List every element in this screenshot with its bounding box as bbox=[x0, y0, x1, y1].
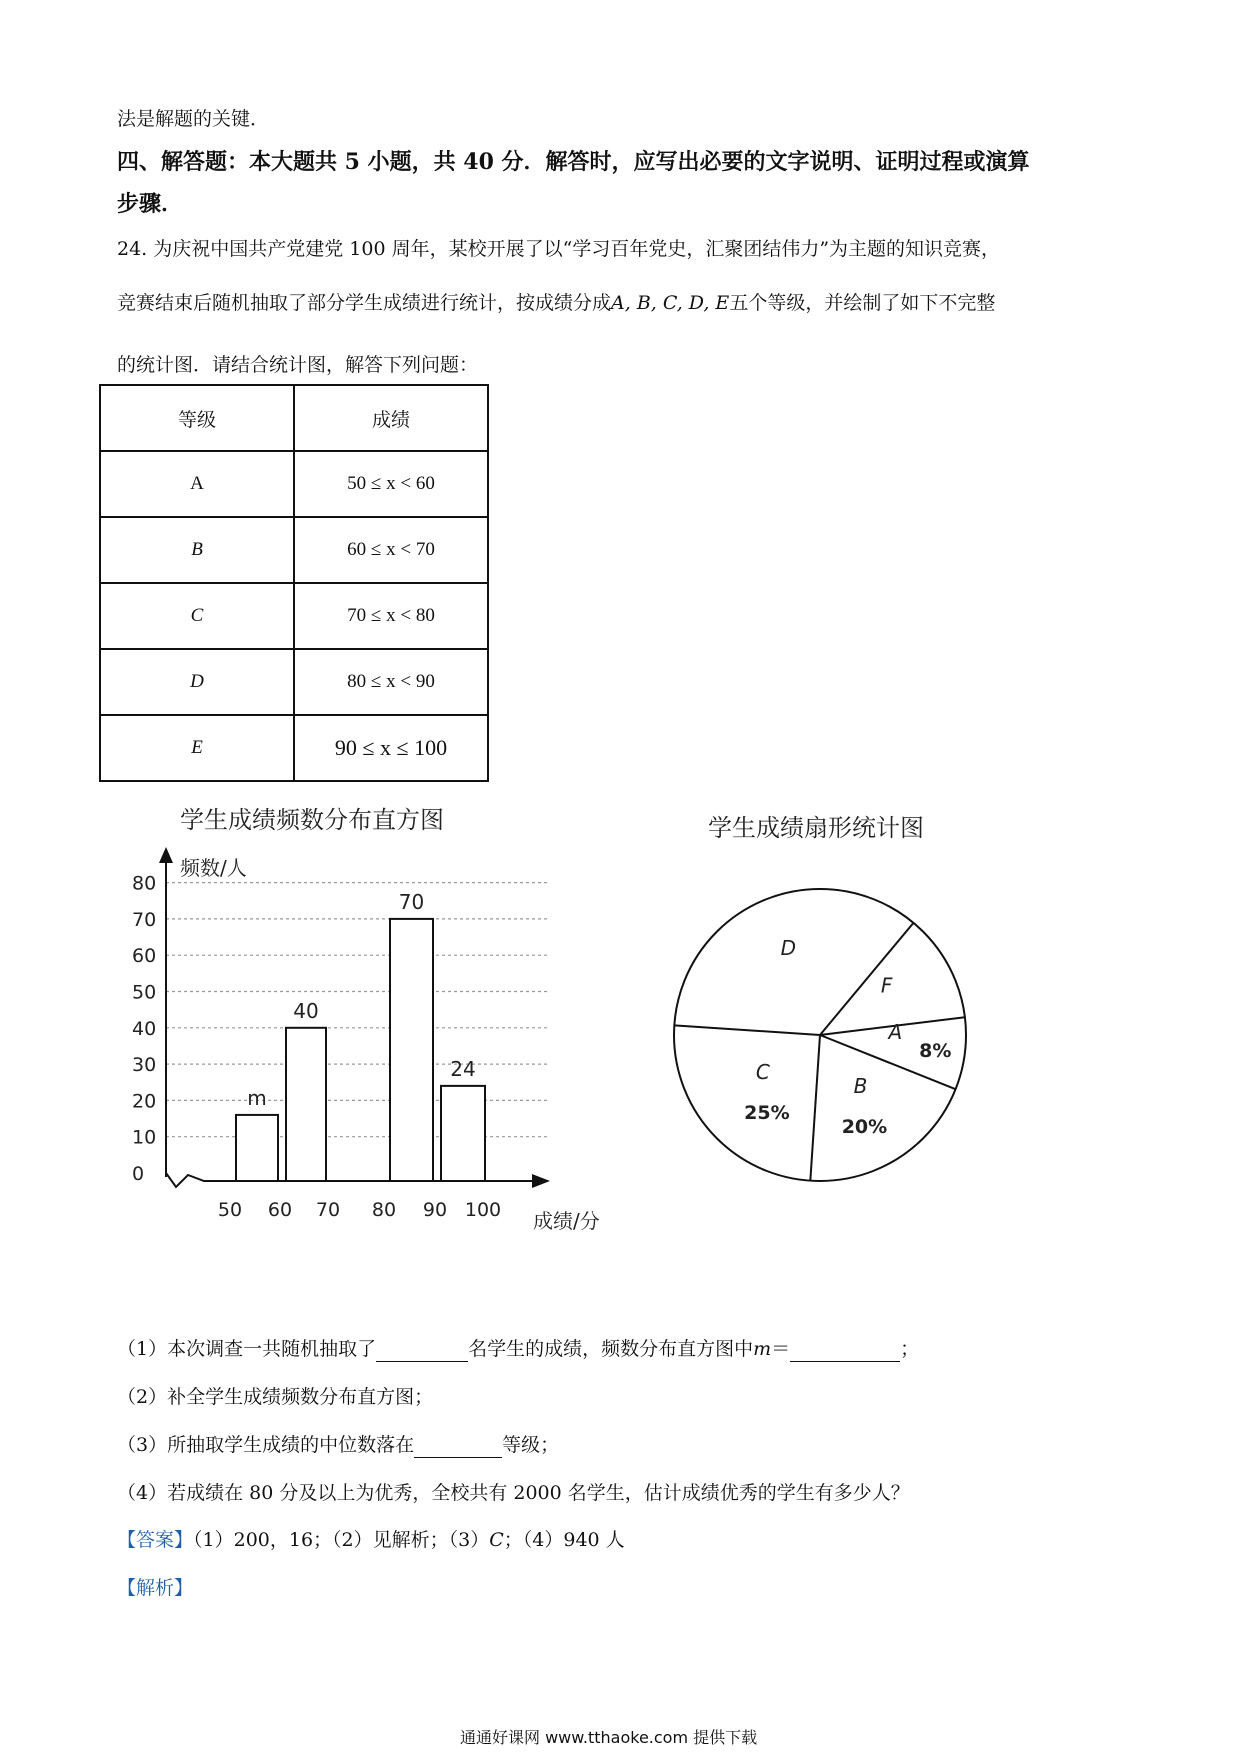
grade-table bbox=[99, 384, 489, 782]
y-tick-label: 70 bbox=[132, 908, 157, 931]
range-cell: 90 ≤ x ≤ 100 bbox=[294, 715, 488, 781]
answer-tag: 【答案】 bbox=[117, 1529, 194, 1551]
bar-value-label: 70 bbox=[398, 889, 425, 914]
histogram-bar bbox=[390, 919, 433, 1181]
answer-part2: ；（4）940 人 bbox=[503, 1529, 625, 1551]
q1-end: ； bbox=[900, 1338, 920, 1360]
table-header-score: 成绩 bbox=[294, 385, 488, 451]
q1-variable: m bbox=[753, 1338, 772, 1360]
problem-line1: 24. 为庆祝中国共产党建党 100 周年，某校开展了以“学习百年党史，汇聚团结伟力”为主题的知识竞赛， bbox=[117, 238, 1001, 260]
table-row bbox=[100, 451, 488, 517]
problem-line2 bbox=[117, 290, 995, 316]
answer-blank-3[interactable] bbox=[414, 1437, 502, 1458]
intro-line: 法是解题的关键． bbox=[117, 108, 270, 130]
table-row bbox=[100, 649, 488, 715]
q1-equals: ＝ bbox=[771, 1338, 791, 1360]
section-heading-line2: 步骤． bbox=[117, 191, 184, 217]
answer-part1: （1）200，16；（2）见解析；（3） bbox=[193, 1529, 490, 1551]
problem-grade-letters: A, B, C, D, E bbox=[611, 292, 730, 314]
problem-line2-pre: 竞赛结束后随机抽取了部分学生成绩进行统计，按成绩分成 bbox=[117, 292, 612, 314]
pie-slice-label: D bbox=[780, 936, 797, 961]
answer-letter: C bbox=[489, 1529, 504, 1551]
table-row bbox=[100, 517, 488, 583]
range-cell: 50 ≤ x < 60 bbox=[294, 451, 488, 517]
pie-slice-label: B bbox=[853, 1074, 868, 1099]
y-tick-label: 60 bbox=[132, 945, 157, 968]
x-tick-label: 50 bbox=[217, 1199, 243, 1221]
answer-line bbox=[117, 1527, 625, 1553]
pie-percent-label: 20% bbox=[841, 1116, 888, 1139]
grade-cell: E bbox=[100, 715, 294, 781]
answer-blank-1[interactable] bbox=[376, 1341, 468, 1362]
x-tick-label: 60 bbox=[267, 1199, 293, 1221]
question-3 bbox=[117, 1432, 559, 1458]
question-2: （2）补全学生成绩频数分布直方图； bbox=[117, 1386, 434, 1408]
pie-slice-label: C bbox=[755, 1060, 770, 1085]
range-cell: 60 ≤ x < 70 bbox=[294, 517, 488, 583]
bar-value-label: 40 bbox=[293, 998, 319, 1023]
y-tick-label: 0 bbox=[132, 1163, 145, 1185]
table-header-grade: 等级 bbox=[100, 385, 294, 451]
x-tick-label: 80 bbox=[371, 1199, 397, 1221]
problem-line3: 的统计图．请结合统计图，解答下列问题： bbox=[117, 354, 479, 376]
x-tick-label: 70 bbox=[315, 1199, 341, 1221]
q1-text-a: （1）本次调查一共随机抽取了 bbox=[117, 1338, 377, 1360]
range-cell: 70 ≤ x < 80 bbox=[294, 583, 488, 649]
question-1 bbox=[117, 1336, 919, 1362]
x-tick-label: 90 bbox=[422, 1199, 448, 1221]
analysis-tag: 【解析】 bbox=[117, 1577, 194, 1599]
table-row bbox=[100, 715, 488, 781]
problem-line2-post: 五个等级，并绘制了如下不完整 bbox=[729, 292, 996, 314]
pie-percent-label: 25% bbox=[744, 1102, 790, 1125]
histogram-bar bbox=[441, 1086, 485, 1181]
bar-value-label: m bbox=[247, 1085, 267, 1110]
footer-text: 通通好课网 www.tthaoke.com 提供下载 bbox=[460, 1728, 758, 1747]
y-tick-label: 10 bbox=[132, 1126, 157, 1149]
y-tick-label: 20 bbox=[132, 1090, 157, 1113]
pie-title: 学生成绩扇形统计图 bbox=[708, 814, 924, 842]
pie-slice-label: F bbox=[880, 973, 893, 998]
histogram-bar bbox=[236, 1115, 278, 1181]
histogram-chart bbox=[118, 845, 638, 1245]
grade-cell: A bbox=[100, 451, 294, 517]
histogram-title: 学生成绩频数分布直方图 bbox=[180, 806, 444, 834]
section-heading-line1: 四、解答题：本大题共 5 小题，共 40 分．解答时，应写出必要的文字说明、证明过程或演算 bbox=[117, 149, 1030, 175]
bar-value-label: 24 bbox=[450, 1056, 476, 1081]
y-tick-label: 30 bbox=[132, 1054, 157, 1077]
q3-text-b: 等级； bbox=[502, 1434, 560, 1456]
range-cell: 80 ≤ x < 90 bbox=[294, 649, 488, 715]
table-header-row bbox=[100, 385, 488, 451]
grade-cell: D bbox=[100, 649, 294, 715]
histogram-bar bbox=[286, 1028, 326, 1181]
y-tick-label: 40 bbox=[132, 1017, 157, 1040]
x-axis-arrow bbox=[532, 1174, 550, 1188]
pie-percent-label: 8% bbox=[919, 1039, 952, 1062]
y-tick-label: 80 bbox=[132, 872, 157, 895]
answer-blank-2[interactable] bbox=[790, 1341, 900, 1362]
q3-text-a: （3）所抽取学生成绩的中位数落在 bbox=[117, 1434, 415, 1456]
pie-chart bbox=[660, 880, 980, 1190]
axis-break bbox=[166, 1173, 222, 1187]
x-tick-label: 100 bbox=[464, 1199, 502, 1221]
grade-cell: B bbox=[100, 517, 294, 583]
grade-cell: C bbox=[100, 583, 294, 649]
question-4: （4）若成绩在 80 分及以上为优秀，全校共有 2000 名学生，估计成绩优秀的学生有多少人？ bbox=[117, 1482, 910, 1504]
y-axis-arrow bbox=[159, 847, 173, 863]
q1-text-b: 名学生的成绩，频数分布直方图中 bbox=[468, 1338, 754, 1360]
x-axis-label: 成绩/分 bbox=[533, 1209, 600, 1233]
y-tick-label: 50 bbox=[132, 981, 157, 1004]
y-axis-label: 频数/人 bbox=[180, 856, 247, 880]
pie-slice-label: A bbox=[888, 1019, 903, 1044]
table-row bbox=[100, 583, 488, 649]
